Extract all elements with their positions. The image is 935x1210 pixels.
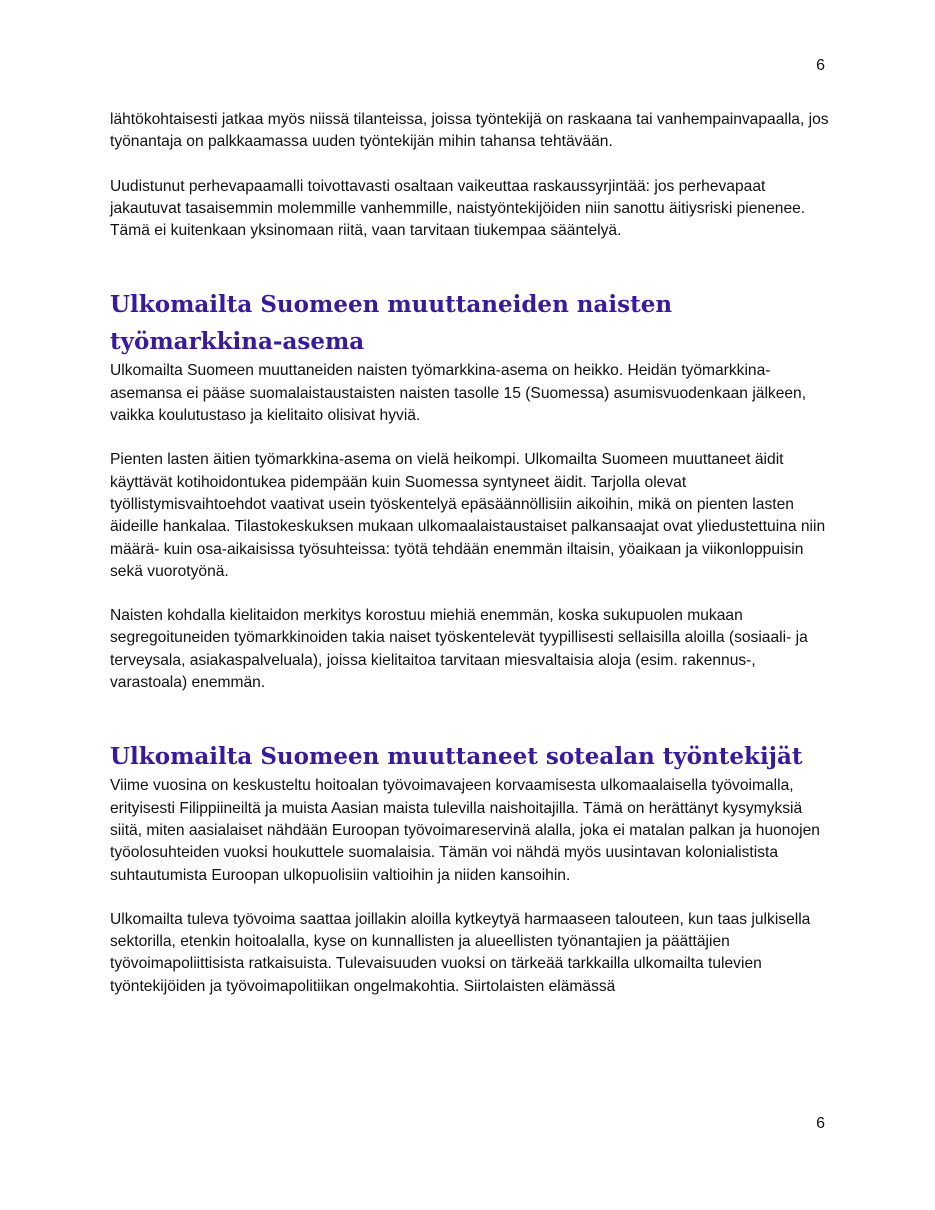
section1-paragraph-2: Pienten lasten äitien työmarkkina-asema on vielä heikompi. Ulkomailta Suomeen muuttaneet äidit käyttävät kotihoidontukea pidempään kuin Suomessa syntyneet äidit. Tarjolla olevat työllistymisvaihtoehdot vaativat usein työskentelyä epäsäännöllisiin aikoihin, mikä on pienten lasten äideille hankalaa. Tilastokeskuksen mukaan ulkomaalaistaustaiset palkansaajat ovat yliedustettuina niin määrä- kuin osa-aikaisissa työsuhteissa: työtä tehdään enemmän iltaisin, yöaikaan ja viikonloppuisin sekä vuorotyönä. <box>110 451 826 580</box>
section2-paragraph-1: Viime vuosina on keskusteltu hoitoalan työvoimavajeen korvaamisesta ulkomaalaisella työvoimalla, erityisesti Filippiineiltä ja muista Aasian maista tulevilla naishoitajilla. Tämä on herättänyt kysymyksiä siitä, miten aasialaiset nähdään Euroopan työvoimareservinä alalla, joka ei matalan palkan ja huonojen työolosuhteiden vuoksi houkuttele suomalaisia. Tämän voi nähdä myös uusintavan kolonialistista suhtautumista Euroopan ulkopuolisiin valtioihin ja niiden kansoihin. <box>110 777 820 884</box>
section-heading-immigrant-women: Ulkomailta Suomeen muuttaneiden naisten työmarkkina-asema <box>110 291 673 356</box>
section1-paragraph-3: Naisten kohdalla kielitaidon merkitys korostuu miehiä enemmän, koska sukupuolen mukaan segregoituneiden työmarkkinoiden takia naiset työskentelevät tyypillisesti sellaisilla aloilla (sosiaali- ja terveysala, asiakaspalveluala), joissa kielitaitoa tarvitaan miesvaltaisia aloja (esim. rakennus-, varastoala) enemmän. <box>110 607 808 692</box>
paragraph-intro-1: lähtökohtaisesti jatkaa myös niissä tilanteissa, joissa työntekijä on raskaana tai vanhempainvapaalla, jos työnantaja on palkkaamassa uuden työntekijän mihin tahansa tehtävään. <box>110 111 829 151</box>
section-heading-care-workers: Ulkomailta Suomeen muuttaneet sotealan työntekijät <box>110 743 803 771</box>
page-number-bottom: 6 <box>816 1115 825 1132</box>
section2-paragraph-2: Ulkomailta tuleva työvoima saattaa joillakin aloilla kytkeytyä harmaaseen talouteen, kun taas julkisella sektorilla, etenkin hoitoalalla, kyse on kunnallisten ja alueellisten työnantajien ja päättäjien työvoimapoliittisista ratkaisuista. Tulevaisuuden vuoksi on tärkeää tarkkailla ulkomailta tulevien työntekijöiden ja työvoimapolitiikan ongelmakohtia. Siirtolaisten elämässä <box>110 910 811 995</box>
page-content <box>110 109 832 998</box>
section1-paragraph-1: Ulkomailta Suomeen muuttaneiden naisten työmarkkina-asema on heikko. Heidän työmarkkina-asemansa ei pääse suomalaistaustaisten naisten tasolle 15 (Suomessa) asumisvuodenkaan jälkeen, vaikka koulutustaso ja kielitaito olisivat hyviä. <box>110 362 807 425</box>
page-number-top: 6 <box>816 57 825 74</box>
paragraph-intro-2: Uudistunut perhevapaamalli toivottavasti osaltaan vaikeuttaa raskaussyrjintää: jos perhevapaat jakautuvat tasaisemmin molemmille vanhemmille, naistyöntekijöiden niin sanottu äitiysriski pienenee. Tämä ei kuitenkaan yksinomaan riitä, vaan tarvitaan tiukempaa sääntelyä. <box>110 177 806 240</box>
